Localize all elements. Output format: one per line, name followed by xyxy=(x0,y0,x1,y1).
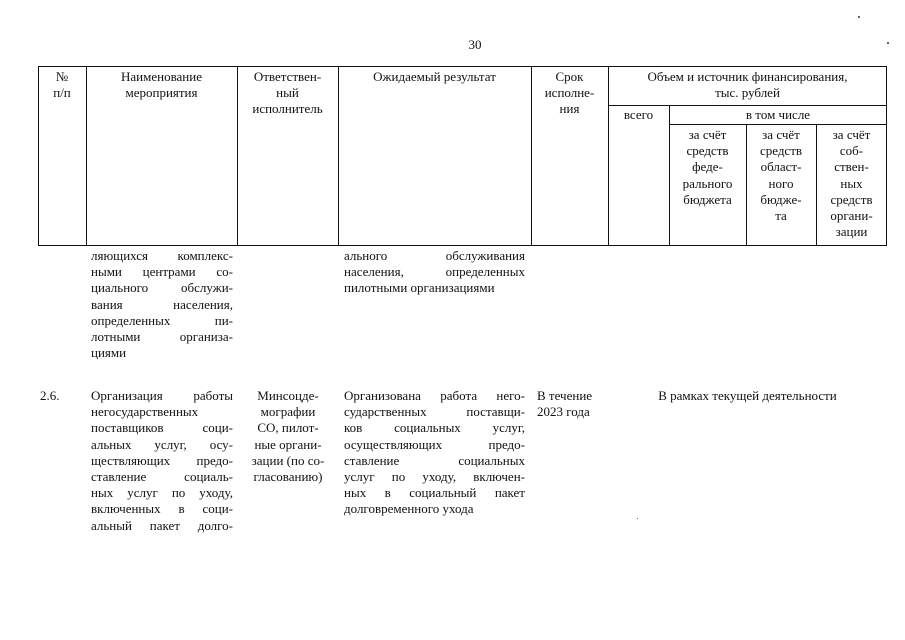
header-finance: Объем и источник финансирования, тыс. рублей xyxy=(647,69,848,101)
header-total: всего xyxy=(623,107,654,122)
row-2-6-result: Организована работа него- сударственных поставщи- ков социальных услуг, осуществляющих предо- ставление социальных услуг по уходу, включен- ных в социальный пакет долговременного ухода xyxy=(344,388,525,517)
header-own: за счёт соб- ствен- ных средств органи- зации xyxy=(830,127,873,240)
scan-speck xyxy=(887,42,889,44)
header-regional: за счёт средств област- ного бюдже- та xyxy=(759,127,803,224)
row-2-6-finance: В рамках текущей деятельности xyxy=(658,388,837,403)
header-result: Ожидаемый результат xyxy=(373,69,496,84)
header-name: Наименование мероприятия xyxy=(121,69,202,101)
scan-speck xyxy=(858,16,860,18)
scan-speck xyxy=(637,518,638,519)
page-number: 30 xyxy=(468,37,482,52)
cont-name-cell: ляющихся комплекс- ными центрами со- циального обслужи- вания населения, определенных пи- лотными организа- циями xyxy=(91,248,233,361)
header-federal: за счёт средств феде- рального бюджета xyxy=(682,127,733,207)
row-2-6-name: Организация работы негосударственных поставщиков соци- альных услуг, осу- ществляющих предо- ставление социаль- ных услуг по уходу, включенных в соци- альный пакет долго- xyxy=(91,388,233,533)
header-term: Срок исполне- ния xyxy=(544,69,595,117)
header-num: № п/п xyxy=(53,69,71,101)
header-responsible: Ответствен- ный исполнитель xyxy=(252,69,323,117)
header-including: в том числе xyxy=(745,107,811,122)
row-2-6-num: 2.6. xyxy=(40,388,60,403)
row-2-6-term: В течение 2023 года xyxy=(537,388,593,420)
cont-result-cell: ального обслуживания населения, определенных пилотными организациями xyxy=(344,248,525,296)
row-2-6-responsible: Минсоцде- мографии СО, пилот- ные органи- зации (по со- гласованию) xyxy=(251,388,325,485)
